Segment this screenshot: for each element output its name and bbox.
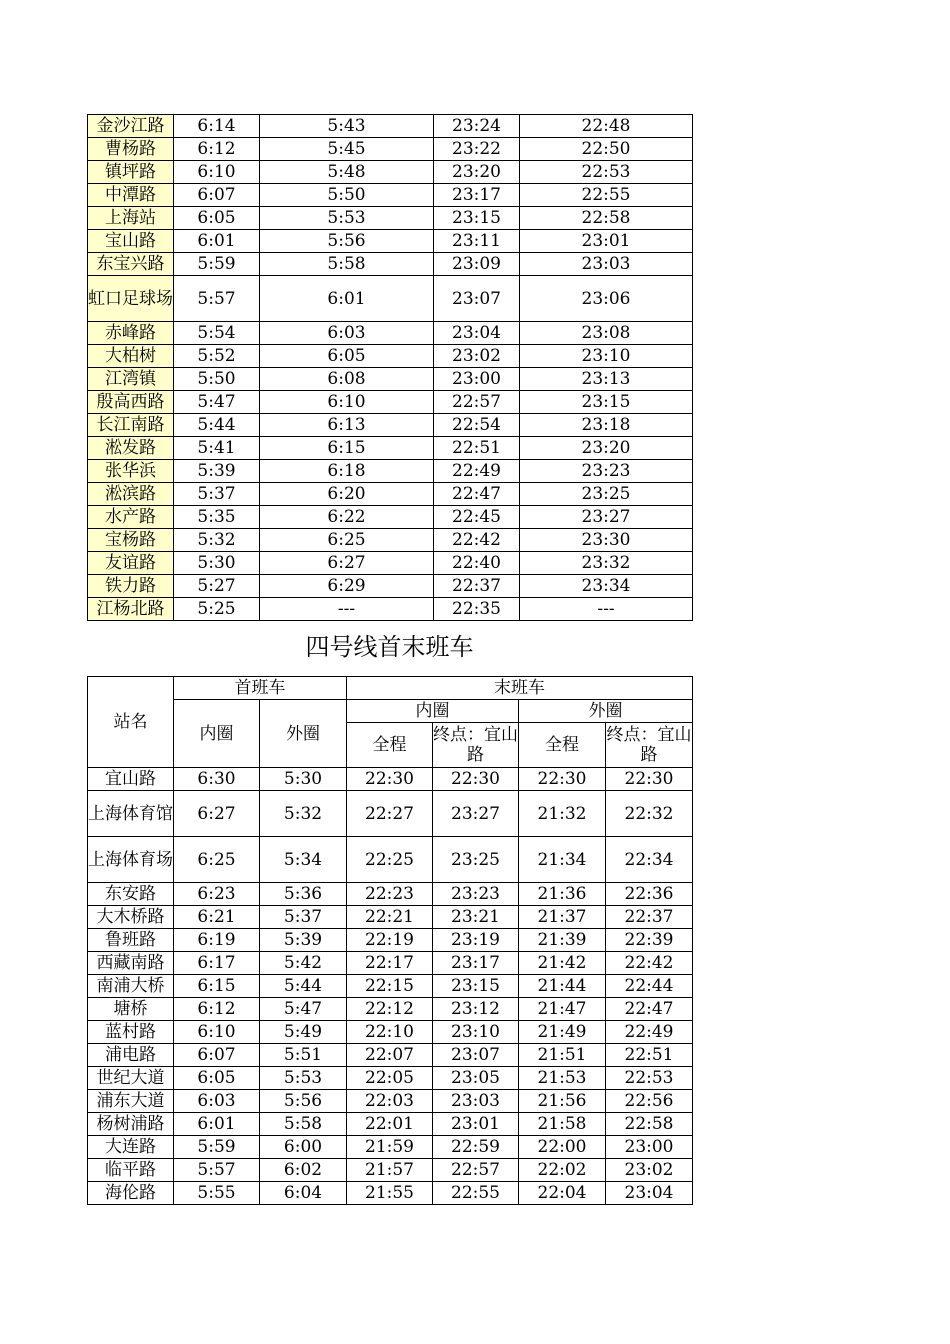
- time-cell: 22:47: [606, 998, 693, 1021]
- station-name-cell: 曹杨路: [88, 138, 174, 161]
- time-cell: 23:04: [434, 322, 520, 345]
- time-cell: 5:42: [260, 952, 347, 975]
- time-cell: 23:00: [606, 1136, 693, 1159]
- time-cell: 22:32: [606, 791, 693, 837]
- time-cell: 22:50: [520, 138, 693, 161]
- time-cell: 23:25: [520, 483, 693, 506]
- time-cell: 22:56: [606, 1090, 693, 1113]
- station-name-cell: 中潭路: [88, 184, 174, 207]
- header-first-outer: 外圈: [260, 700, 347, 768]
- time-cell: 22:55: [433, 1182, 519, 1205]
- time-cell: 5:58: [260, 1113, 347, 1136]
- table-row: [88, 1136, 693, 1159]
- time-cell: 22:37: [606, 906, 693, 929]
- time-cell: 5:27: [174, 575, 260, 598]
- time-cell: 23:07: [433, 1044, 519, 1067]
- time-cell: 21:51: [519, 1044, 606, 1067]
- time-cell: 23:07: [434, 276, 520, 322]
- time-cell: 23:20: [434, 161, 520, 184]
- time-cell: 21:55: [347, 1182, 433, 1205]
- time-cell: 5:39: [260, 929, 347, 952]
- time-cell: 23:03: [520, 253, 693, 276]
- time-cell: 23:13: [520, 368, 693, 391]
- station-name-cell: 殷高西路: [88, 391, 174, 414]
- time-cell: 22:30: [433, 768, 519, 791]
- time-cell: 6:25: [174, 837, 260, 883]
- time-cell: 5:37: [260, 906, 347, 929]
- header-inner-terminal: 终点：宜山路: [433, 723, 519, 768]
- time-cell: 6:03: [174, 1090, 260, 1113]
- time-cell: 23:15: [520, 391, 693, 414]
- table-row: [88, 345, 693, 368]
- time-cell: 6:25: [260, 529, 434, 552]
- time-cell: 22:17: [347, 952, 433, 975]
- time-cell: 6:05: [174, 207, 260, 230]
- table-row: [88, 276, 693, 322]
- station-name-cell: 金沙江路: [88, 115, 174, 138]
- time-cell: 23:18: [520, 414, 693, 437]
- time-cell: 6:02: [260, 1159, 347, 1182]
- station-name-cell: 友谊路: [88, 552, 174, 575]
- table-row: [88, 1044, 693, 1067]
- time-cell: 23:01: [433, 1113, 519, 1136]
- time-cell: 5:50: [174, 368, 260, 391]
- station-name-cell: 长江南路: [88, 414, 174, 437]
- time-cell: 23:23: [520, 460, 693, 483]
- time-cell: 22:34: [606, 837, 693, 883]
- time-cell: 22:37: [434, 575, 520, 598]
- time-cell: 22:19: [347, 929, 433, 952]
- time-cell: 6:18: [260, 460, 434, 483]
- time-cell: 23:15: [434, 207, 520, 230]
- table-row: [88, 975, 693, 998]
- time-cell: 22:02: [519, 1159, 606, 1182]
- table-row: [88, 368, 693, 391]
- table-row: [88, 768, 693, 791]
- table-row: [88, 598, 693, 621]
- time-cell: 23:20: [520, 437, 693, 460]
- time-cell: 22:35: [434, 598, 520, 621]
- time-cell: 5:43: [260, 115, 434, 138]
- time-cell: 6:27: [174, 791, 260, 837]
- station-name-cell: 上海站: [88, 207, 174, 230]
- time-cell: 5:56: [260, 1090, 347, 1113]
- header-last-train: 末班车: [347, 677, 693, 700]
- time-cell: 21:47: [519, 998, 606, 1021]
- time-cell: 5:54: [174, 322, 260, 345]
- line4-timetable: [87, 676, 693, 1205]
- time-cell: 23:04: [606, 1182, 693, 1205]
- table-row: [88, 483, 693, 506]
- time-cell: 21:34: [519, 837, 606, 883]
- table-row: [88, 529, 693, 552]
- time-cell: ---: [520, 598, 693, 621]
- table-row: [88, 506, 693, 529]
- table-row: [88, 575, 693, 598]
- table-row: [88, 552, 693, 575]
- table-row: [88, 138, 693, 161]
- time-cell: 6:00: [260, 1136, 347, 1159]
- time-cell: 6:13: [260, 414, 434, 437]
- table-row: [88, 414, 693, 437]
- header-station: 站名: [88, 677, 174, 768]
- table-row: [88, 929, 693, 952]
- time-cell: 21:59: [347, 1136, 433, 1159]
- time-cell: 6:20: [260, 483, 434, 506]
- time-cell: 23:24: [434, 115, 520, 138]
- table-row: [88, 1090, 693, 1113]
- table-row: [88, 998, 693, 1021]
- station-name-cell: 杨树浦路: [88, 1113, 174, 1136]
- time-cell: 21:57: [347, 1159, 433, 1182]
- line4-title: 四号线首末班车: [305, 633, 474, 661]
- time-cell: 6:19: [174, 929, 260, 952]
- time-cell: 5:47: [174, 391, 260, 414]
- time-cell: 21:36: [519, 883, 606, 906]
- time-cell: 23:23: [433, 883, 519, 906]
- station-name-cell: 浦电路: [88, 1044, 174, 1067]
- time-cell: 6:10: [260, 391, 434, 414]
- header-inner-full: 全程: [347, 723, 433, 768]
- time-cell: 23:19: [433, 929, 519, 952]
- time-cell: 6:05: [174, 1067, 260, 1090]
- time-cell: 5:51: [260, 1044, 347, 1067]
- time-cell: 6:15: [260, 437, 434, 460]
- table-row: [88, 1182, 693, 1205]
- time-cell: 22:45: [434, 506, 520, 529]
- table-row: [88, 883, 693, 906]
- time-cell: 22:53: [520, 161, 693, 184]
- station-name-cell: 蓝村路: [88, 1021, 174, 1044]
- station-name-cell: 大柏树: [88, 345, 174, 368]
- header-first-train: 首班车: [174, 677, 347, 700]
- time-cell: 21:58: [519, 1113, 606, 1136]
- time-cell: 22:30: [606, 768, 693, 791]
- station-name-cell: 虹口足球场: [88, 276, 174, 322]
- time-cell: 6:27: [260, 552, 434, 575]
- time-cell: 5:37: [174, 483, 260, 506]
- time-cell: 22:10: [347, 1021, 433, 1044]
- time-cell: 6:01: [260, 276, 434, 322]
- time-cell: 22:58: [606, 1113, 693, 1136]
- time-cell: 23:32: [520, 552, 693, 575]
- station-name-cell: 东宝兴路: [88, 253, 174, 276]
- station-name-cell: 江杨北路: [88, 598, 174, 621]
- station-name-cell: 鲁班路: [88, 929, 174, 952]
- time-cell: 22:39: [606, 929, 693, 952]
- station-name-cell: 上海体育馆: [88, 791, 174, 837]
- time-cell: 23:09: [434, 253, 520, 276]
- time-cell: 6:03: [260, 322, 434, 345]
- station-name-cell: 世纪大道: [88, 1067, 174, 1090]
- station-name-cell: 临平路: [88, 1159, 174, 1182]
- time-cell: 23:27: [433, 791, 519, 837]
- table-row: [88, 230, 693, 253]
- time-cell: 5:30: [260, 768, 347, 791]
- time-cell: 23:05: [433, 1067, 519, 1090]
- station-name-cell: 上海体育场: [88, 837, 174, 883]
- time-cell: 22:53: [606, 1067, 693, 1090]
- time-cell: 5:44: [174, 414, 260, 437]
- time-cell: 22:12: [347, 998, 433, 1021]
- time-cell: 5:59: [174, 253, 260, 276]
- time-cell: 6:07: [174, 1044, 260, 1067]
- time-cell: 23:27: [520, 506, 693, 529]
- time-cell: 5:45: [260, 138, 434, 161]
- table-row: [88, 837, 693, 883]
- station-name-cell: 西藏南路: [88, 952, 174, 975]
- time-cell: 22:05: [347, 1067, 433, 1090]
- station-name-cell: 淞发路: [88, 437, 174, 460]
- table-row: [88, 437, 693, 460]
- time-cell: 22:04: [519, 1182, 606, 1205]
- header-outer-terminal: 终点：宜山路: [606, 723, 693, 768]
- time-cell: 5:47: [260, 998, 347, 1021]
- time-cell: 22:42: [434, 529, 520, 552]
- time-cell: 6:12: [174, 138, 260, 161]
- time-cell: 5:53: [260, 207, 434, 230]
- time-cell: 5:52: [174, 345, 260, 368]
- time-cell: 5:50: [260, 184, 434, 207]
- time-cell: 6:21: [174, 906, 260, 929]
- station-name-cell: 铁力路: [88, 575, 174, 598]
- table-row: [88, 952, 693, 975]
- time-cell: 23:15: [433, 975, 519, 998]
- time-cell: 23:25: [433, 837, 519, 883]
- station-name-cell: 张华浜: [88, 460, 174, 483]
- table-row: [88, 1113, 693, 1136]
- table-row: [88, 791, 693, 837]
- time-cell: 22:07: [347, 1044, 433, 1067]
- line3-timetable: [87, 114, 693, 621]
- time-cell: 5:32: [260, 791, 347, 837]
- time-cell: 22:49: [434, 460, 520, 483]
- time-cell: 22:00: [519, 1136, 606, 1159]
- time-cell: 6:17: [174, 952, 260, 975]
- table-row: [88, 184, 693, 207]
- time-cell: 6:30: [174, 768, 260, 791]
- time-cell: 6:08: [260, 368, 434, 391]
- station-name-cell: 塘桥: [88, 998, 174, 1021]
- time-cell: 5:34: [260, 837, 347, 883]
- time-cell: 22:40: [434, 552, 520, 575]
- time-cell: 22:44: [606, 975, 693, 998]
- station-name-cell: 浦东大道: [88, 1090, 174, 1113]
- table-row: [88, 1067, 693, 1090]
- time-cell: 23:06: [520, 276, 693, 322]
- table-row: [88, 161, 693, 184]
- time-cell: 21:49: [519, 1021, 606, 1044]
- time-cell: 22:27: [347, 791, 433, 837]
- time-cell: 23:08: [520, 322, 693, 345]
- time-cell: 23:10: [520, 345, 693, 368]
- time-cell: 5:30: [174, 552, 260, 575]
- time-cell: 6:04: [260, 1182, 347, 1205]
- time-cell: 5:36: [260, 883, 347, 906]
- time-cell: 22:54: [434, 414, 520, 437]
- time-cell: 6:15: [174, 975, 260, 998]
- time-cell: 21:56: [519, 1090, 606, 1113]
- time-cell: 23:03: [433, 1090, 519, 1113]
- time-cell: 21:37: [519, 906, 606, 929]
- time-cell: 23:02: [434, 345, 520, 368]
- time-cell: 22:23: [347, 883, 433, 906]
- table-row: [88, 460, 693, 483]
- time-cell: 23:11: [434, 230, 520, 253]
- time-cell: 22:01: [347, 1113, 433, 1136]
- time-cell: ---: [260, 598, 434, 621]
- table-row: [88, 906, 693, 929]
- time-cell: 22:03: [347, 1090, 433, 1113]
- table-row: [88, 391, 693, 414]
- time-cell: 22:47: [434, 483, 520, 506]
- time-cell: 23:02: [606, 1159, 693, 1182]
- station-name-cell: 大连路: [88, 1136, 174, 1159]
- time-cell: 6:05: [260, 345, 434, 368]
- time-cell: 6:01: [174, 1113, 260, 1136]
- time-cell: 5:59: [174, 1136, 260, 1159]
- time-cell: 6:10: [174, 1021, 260, 1044]
- time-cell: 5:35: [174, 506, 260, 529]
- table-row: [88, 207, 693, 230]
- time-cell: 6:07: [174, 184, 260, 207]
- station-name-cell: 镇坪路: [88, 161, 174, 184]
- time-cell: 21:32: [519, 791, 606, 837]
- table-row: [88, 322, 693, 345]
- time-cell: 22:15: [347, 975, 433, 998]
- header-outer-full: 全程: [519, 723, 606, 768]
- time-cell: 23:30: [520, 529, 693, 552]
- time-cell: 5:57: [174, 1159, 260, 1182]
- time-cell: 22:55: [520, 184, 693, 207]
- time-cell: 22:30: [519, 768, 606, 791]
- time-cell: 22:25: [347, 837, 433, 883]
- time-cell: 22:36: [606, 883, 693, 906]
- station-name-cell: 东安路: [88, 883, 174, 906]
- time-cell: 5:25: [174, 598, 260, 621]
- header-first-inner: 内圈: [174, 700, 260, 768]
- station-name-cell: 江湾镇: [88, 368, 174, 391]
- time-cell: 6:29: [260, 575, 434, 598]
- time-cell: 21:39: [519, 929, 606, 952]
- time-cell: 5:49: [260, 1021, 347, 1044]
- time-cell: 23:34: [520, 575, 693, 598]
- table-row: [88, 1021, 693, 1044]
- time-cell: 23:01: [520, 230, 693, 253]
- time-cell: 21:53: [519, 1067, 606, 1090]
- time-cell: 23:22: [434, 138, 520, 161]
- time-cell: 5:57: [174, 276, 260, 322]
- time-cell: 6:01: [174, 230, 260, 253]
- time-cell: 22:51: [434, 437, 520, 460]
- time-cell: 6:10: [174, 161, 260, 184]
- time-cell: 22:57: [433, 1159, 519, 1182]
- time-cell: 22:57: [434, 391, 520, 414]
- station-name-cell: 海伦路: [88, 1182, 174, 1205]
- time-cell: 5:53: [260, 1067, 347, 1090]
- time-cell: 22:48: [520, 115, 693, 138]
- time-cell: 22:49: [606, 1021, 693, 1044]
- header-last-inner: 内圈: [347, 700, 519, 723]
- time-cell: 22:30: [347, 768, 433, 791]
- table-row: [88, 1159, 693, 1182]
- table-row: [88, 115, 693, 138]
- station-name-cell: 南浦大桥: [88, 975, 174, 998]
- time-cell: 6:12: [174, 998, 260, 1021]
- time-cell: 22:58: [520, 207, 693, 230]
- station-name-cell: 淞滨路: [88, 483, 174, 506]
- station-name-cell: 大木桥路: [88, 906, 174, 929]
- time-cell: 23:12: [433, 998, 519, 1021]
- time-cell: 23:17: [434, 184, 520, 207]
- time-cell: 22:51: [606, 1044, 693, 1067]
- time-cell: 5:58: [260, 253, 434, 276]
- time-cell: 22:59: [433, 1136, 519, 1159]
- time-cell: 5:48: [260, 161, 434, 184]
- time-cell: 23:10: [433, 1021, 519, 1044]
- time-cell: 5:32: [174, 529, 260, 552]
- time-cell: 5:55: [174, 1182, 260, 1205]
- time-cell: 5:39: [174, 460, 260, 483]
- time-cell: 22:42: [606, 952, 693, 975]
- time-cell: 21:42: [519, 952, 606, 975]
- time-cell: 5:41: [174, 437, 260, 460]
- time-cell: 23:17: [433, 952, 519, 975]
- station-name-cell: 宜山路: [88, 768, 174, 791]
- time-cell: 21:44: [519, 975, 606, 998]
- time-cell: 6:23: [174, 883, 260, 906]
- time-cell: 5:44: [260, 975, 347, 998]
- station-name-cell: 水产路: [88, 506, 174, 529]
- station-name-cell: 宝杨路: [88, 529, 174, 552]
- table-row: [88, 253, 693, 276]
- time-cell: 23:00: [434, 368, 520, 391]
- station-name-cell: 宝山路: [88, 230, 174, 253]
- time-cell: 22:21: [347, 906, 433, 929]
- time-cell: 23:21: [433, 906, 519, 929]
- time-cell: 6:22: [260, 506, 434, 529]
- station-name-cell: 赤峰路: [88, 322, 174, 345]
- time-cell: 5:56: [260, 230, 434, 253]
- time-cell: 6:14: [174, 115, 260, 138]
- header-last-outer: 外圈: [519, 700, 693, 723]
